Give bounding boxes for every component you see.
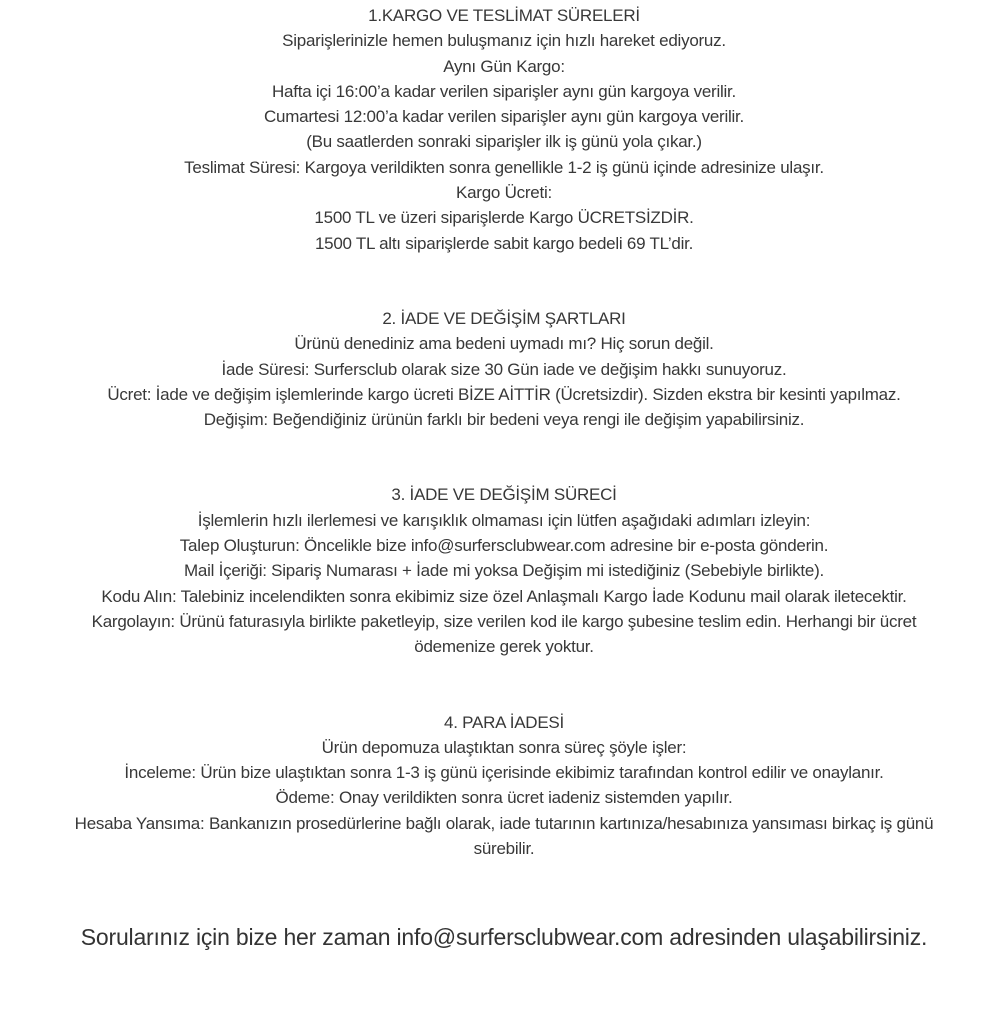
text-line: Ücret: İade ve değişim işlemlerinde kargo ücreti BİZE AİTTİR (Ücretsizdir). Sizden ekstra bir kesinti yapılmaz. (107, 384, 901, 404)
text-line: (Bu saatlerden sonraki siparişler ilk iş günü yola çıkar.) (306, 132, 702, 152)
text-line: Aynı Gün Kargo: (443, 56, 565, 76)
text-line: 1500 TL ve üzeri siparişlerde Kargo ÜCRETSİZDİR. (314, 208, 694, 228)
text-line: ödemenize gerek yoktur. (414, 637, 594, 657)
text-line: sürebilir. (473, 839, 535, 859)
text-line: Kodu Alın: Talebiniz incelendikten sonra ekibimiz size özel Anlaşmalı Kargo İade Kodunu mail olarak iletecektir. (101, 586, 907, 606)
section-iade-ve-degisim-sartlari (0, 306, 1008, 432)
text-line: Hesaba Yansıma: Bankanızın prosedürlerine bağlı olarak, iade tutarının kartınıza/hesabınıza yansıması birkaç iş günü (74, 813, 934, 833)
text-line: Kargolayın: Ürünü faturasıyla birlikte paketleyip, size verilen kod ile kargo şubesine teslim edin. Herhangi bir ücret (91, 611, 917, 631)
section-4-heading: 4. PARA İADESİ (444, 712, 564, 732)
text-line: Cumartesi 12:00’a kadar verilen siparişler aynı gün kargoya verilir. (263, 107, 744, 127)
text-line: Teslimat Süresi: Kargoya verildikten sonra genellikle 1-2 iş günü içinde adresinize ulaşır. (184, 157, 824, 177)
text-line: Talep Oluşturun: Öncelikle bize info@surfersclubwear.com adresine bir e-posta gönderin. (179, 536, 829, 556)
section-iade-ve-degisim-sureci (0, 482, 1008, 659)
text-line: Hafta içi 16:00’a kadar verilen siparişler aynı gün kargoya verilir. (272, 81, 736, 101)
text-line: Ürün depomuza ulaştıktan sonra süreç şöyle işler: (321, 737, 687, 757)
text-line: İnceleme: Ürün bize ulaştıktan sonra 1-3 iş günü içerisinde ekibimiz tarafından kontrol edilir ve onaylanır. (124, 763, 884, 783)
text-line: 1500 TL altı siparişlerde sabit kargo bedeli 69 TL’dir. (314, 233, 694, 253)
text-line: İşlemlerin hızlı ilerlemesi ve karışıklık olmaması için lütfen aşağıdaki adımları izleyin: (197, 510, 811, 530)
contact-footer: Sorularınız için bize her zaman info@surfersclubwear.com adresinden ulaşabilirsiniz. (80, 924, 928, 951)
text-line: Ödeme: Onay verildikten sonra ücret iadeniz sistemden yapılır. (275, 788, 733, 808)
section-1-heading: 1.KARGO VE TESLİMAT SÜRELERİ (368, 6, 640, 25)
section-3-heading: 3. İADE VE DEĞİŞİM SÜRECİ (391, 485, 617, 505)
section-para-iadesi (0, 710, 1008, 862)
text-line: Mail İçeriği: Sipariş Numarası + İade mi yoksa Değişim mi istediğiniz (Sebebiyle birlikte). (183, 561, 824, 581)
text-line: Kargo Ücreti: (456, 183, 552, 203)
section-kargo-ve-teslimat (0, 3, 1008, 256)
text-line: İade Süresi: Surfersclub olarak size 30 Gün iade ve değişim hakkı sunuyoruz. (221, 359, 787, 379)
text-line: Siparişlerinizle hemen buluşmanız için hızlı hareket ediyoruz. (282, 31, 726, 51)
section-2-heading: 2. İADE VE DEĞİŞİM ŞARTLARI (382, 308, 626, 328)
text-line: Değişim: Beğendiğiniz ürünün farklı bir bedeni veya rengi ile değişim yapabilirsiniz. (203, 410, 805, 430)
text-line: Ürünü denediniz ama bedeni uymadı mı? Hiç sorun değil. (294, 334, 714, 354)
